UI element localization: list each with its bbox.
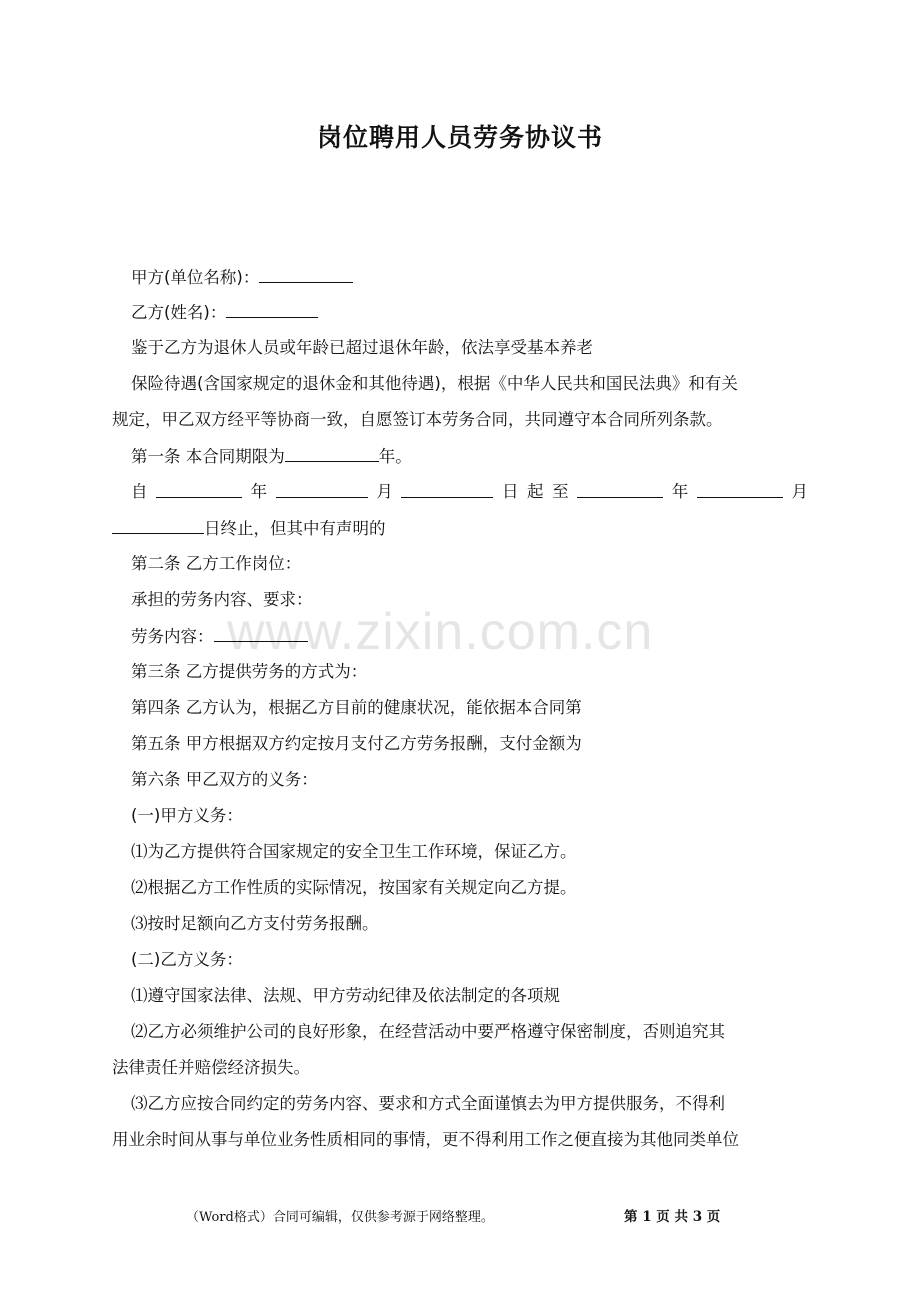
article-1-text: 第一条 本合同期限为 bbox=[131, 447, 285, 466]
party-b-label: 乙方(姓名)： bbox=[131, 303, 227, 322]
blank-field bbox=[226, 300, 318, 318]
article-2: 第二条 乙方工作岗位： bbox=[131, 554, 302, 573]
article-1-suffix: 年。 bbox=[378, 447, 412, 466]
paragraph: 保险待遇(含国家规定的退休金和其他待遇)，根据《中华人民共和国民法典》和有关 bbox=[131, 374, 738, 393]
footer-note: （Word格式）合同可编辑，仅供参考源于网络整理。 bbox=[186, 1210, 494, 1225]
paragraph: 鉴于乙方为退休人员或年龄已超过退休年龄，依法享受基本养老 bbox=[131, 338, 593, 357]
blank-field bbox=[156, 480, 242, 498]
article-3: 第三条 乙方提供劳务的方式为： bbox=[131, 662, 368, 681]
duty-item: ⑴为乙方提供符合国家规定的安全卫生工作环境，保证乙方。 bbox=[131, 842, 577, 861]
article-6: 第六条 甲乙双方的义务： bbox=[131, 770, 318, 789]
duty-item: ⑴遵守国家法律、法规、甲方劳动纪律及依法制定的各项规 bbox=[131, 986, 560, 1005]
tasks-line: 承担的劳务内容、要求： bbox=[131, 590, 313, 609]
period-word: 年 bbox=[250, 482, 268, 501]
blank-field bbox=[697, 480, 783, 498]
blank-field bbox=[285, 444, 379, 462]
article-1 bbox=[131, 444, 412, 469]
blank-field bbox=[112, 516, 204, 534]
paragraph: 规定，甲乙双方经平等协商一致，自愿签订本劳务合同，共同遵守本合同所列条款。 bbox=[112, 410, 723, 429]
period-word: 起 bbox=[527, 482, 544, 501]
duty-item-cont: 法律责任并赔偿经济损失。 bbox=[112, 1058, 310, 1077]
period-word: 自 bbox=[131, 482, 148, 501]
article-5: 第五条 甲方根据双方约定按月支付乙方劳务报酬，支付金额为 bbox=[131, 734, 582, 753]
blank-field bbox=[401, 480, 493, 498]
duty-item: ⑶乙方应按合同约定的劳务内容、要求和方式全面谨慎去为甲方提供服务，不得利 bbox=[131, 1094, 725, 1113]
period-word: 日 bbox=[501, 482, 519, 501]
period-word: 月 bbox=[376, 482, 393, 501]
duty-item: ⑶按时足额向乙方支付劳务报酬。 bbox=[131, 914, 379, 933]
blank-field bbox=[276, 480, 368, 498]
page-number: 第 1 页 共 3 页 bbox=[624, 1209, 721, 1225]
party-a-label: 甲方(单位名称)： bbox=[131, 268, 260, 287]
watermark: www.zixin.com.cn bbox=[227, 603, 654, 661]
page-title: 岗位聘用人员劳务协议书 bbox=[316, 123, 603, 152]
content-label: 劳务内容： bbox=[131, 627, 214, 646]
duty-item: ⑵根据乙方工作性质的实际情况，按国家有关规定向乙方提。 bbox=[131, 878, 577, 897]
blank-field bbox=[259, 265, 353, 283]
period-word: 年 bbox=[671, 482, 689, 501]
blank-field bbox=[577, 480, 663, 498]
party-b-duties-heading: (二)乙方义务： bbox=[131, 950, 243, 969]
party-b-line bbox=[131, 300, 318, 325]
party-a-duties-heading: (一)甲方义务： bbox=[131, 806, 243, 825]
period-end-text: 日终止，但其中有声明的 bbox=[204, 519, 386, 538]
period-end-line bbox=[112, 516, 386, 541]
period-word: 月 bbox=[791, 482, 808, 501]
party-a-line bbox=[131, 265, 353, 290]
article-4: 第四条 乙方认为，根据乙方目前的健康状况，能依据本合同第 bbox=[131, 698, 582, 717]
period-word: 至 bbox=[552, 482, 569, 501]
duty-item: ⑵乙方必须维护公司的良好形象，在经营活动中要严格遵守保密制度，否则追究其 bbox=[131, 1022, 725, 1041]
duty-item-cont: 用业余时间从事与单位业务性质相同的事情，更不得利用工作之便直接为其他同类单位 bbox=[112, 1130, 739, 1149]
period-line bbox=[131, 480, 808, 504]
